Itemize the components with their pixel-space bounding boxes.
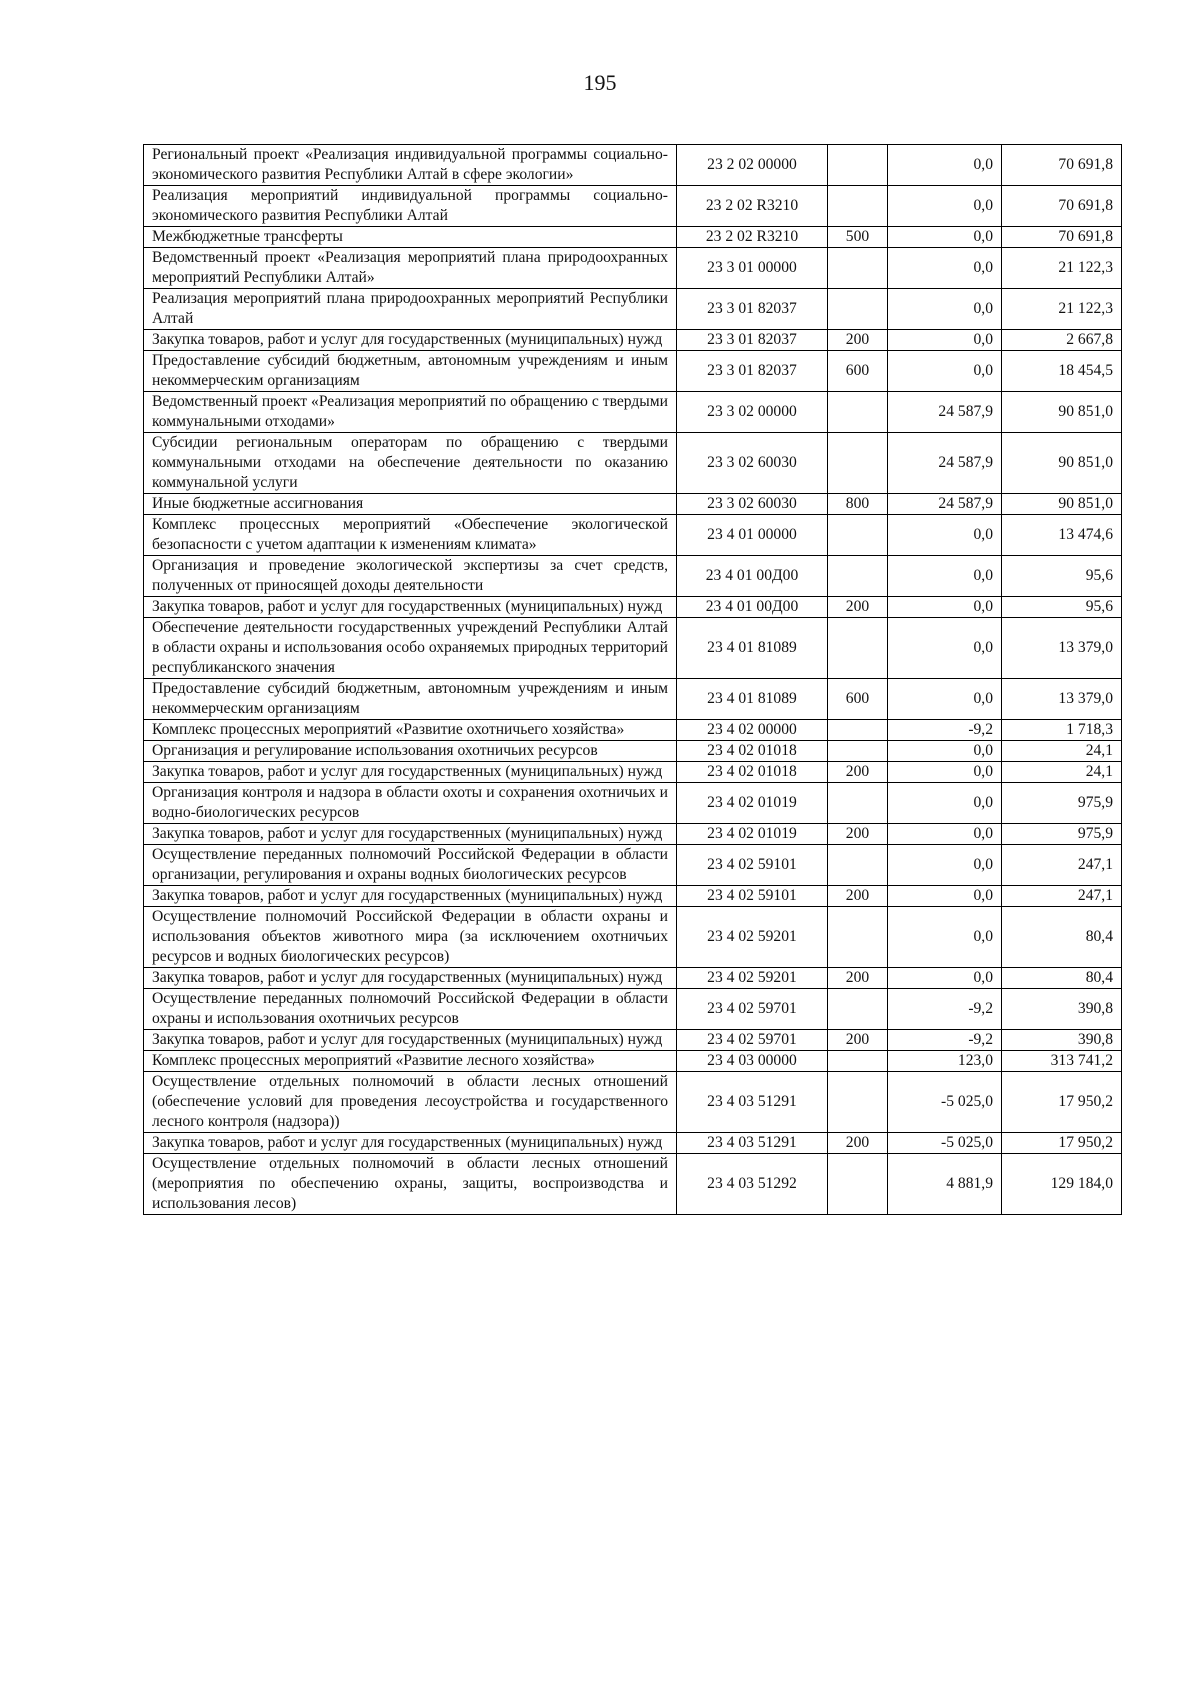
row-expense-type [828, 145, 888, 186]
row-amount-total: 21 122,3 [1002, 289, 1122, 330]
row-expense-type [828, 248, 888, 289]
row-amount-change: 123,0 [888, 1051, 1002, 1072]
row-name: Региональный проект «Реализация индивидуальной программы социально-экономического развития Республики Алтай в сфере экологии» [144, 145, 677, 186]
row-amount-total: 129 184,0 [1002, 1154, 1122, 1215]
row-amount-change: 0,0 [888, 618, 1002, 679]
row-name: Закупка товаров, работ и услуг для государственных (муниципальных) нужд [144, 597, 677, 618]
row-expense-type: 800 [828, 494, 888, 515]
row-name: Организация и регулирование использования охотничьих ресурсов [144, 741, 677, 762]
row-expense-type: 200 [828, 597, 888, 618]
table-row [144, 618, 1122, 679]
row-expense-type: 600 [828, 679, 888, 720]
table-row [144, 720, 1122, 741]
row-amount-change: 0,0 [888, 886, 1002, 907]
row-amount-change: 24 587,9 [888, 433, 1002, 494]
row-amount-total: 24,1 [1002, 741, 1122, 762]
row-amount-total: 95,6 [1002, 556, 1122, 597]
table-row [144, 907, 1122, 968]
row-code: 23 3 02 60030 [677, 494, 828, 515]
table-row [144, 556, 1122, 597]
row-code: 23 2 02 00000 [677, 145, 828, 186]
table-body [144, 145, 1122, 1215]
row-expense-type [828, 433, 888, 494]
table-row [144, 1133, 1122, 1154]
row-code: 23 4 01 81089 [677, 679, 828, 720]
row-amount-change: 0,0 [888, 330, 1002, 351]
row-amount-change: 0,0 [888, 289, 1002, 330]
table-row [144, 1051, 1122, 1072]
table-row [144, 968, 1122, 989]
row-name: Обеспечение деятельности государственных учреждений Республики Алтай в области охраны и использования особо охраняемых природных территорий республиканского значения [144, 618, 677, 679]
row-name: Организация и проведение экологической экспертизы за счет средств, полученных от приносящей доходы деятельности [144, 556, 677, 597]
row-amount-change: 0,0 [888, 248, 1002, 289]
row-expense-type [828, 1051, 888, 1072]
row-code: 23 4 02 59101 [677, 845, 828, 886]
row-amount-change: -9,2 [888, 1030, 1002, 1051]
row-amount-total: 13 379,0 [1002, 679, 1122, 720]
row-expense-type [828, 289, 888, 330]
row-amount-total: 247,1 [1002, 845, 1122, 886]
row-expense-type: 600 [828, 351, 888, 392]
row-amount-total: 90 851,0 [1002, 392, 1122, 433]
row-expense-type [828, 989, 888, 1030]
row-expense-type [828, 1072, 888, 1133]
row-amount-total: 975,9 [1002, 824, 1122, 845]
row-amount-total: 70 691,8 [1002, 186, 1122, 227]
table-row [144, 1072, 1122, 1133]
table-row [144, 597, 1122, 618]
row-amount-total: 24,1 [1002, 762, 1122, 783]
row-expense-type: 500 [828, 227, 888, 248]
row-amount-total: 90 851,0 [1002, 433, 1122, 494]
table-row [144, 392, 1122, 433]
row-name: Закупка товаров, работ и услуг для государственных (муниципальных) нужд [144, 886, 677, 907]
row-expense-type [828, 907, 888, 968]
row-name: Осуществление переданных полномочий Российской Федерации в области организации, регулирования и охраны водных биологических ресурсов [144, 845, 677, 886]
row-amount-total: 17 950,2 [1002, 1072, 1122, 1133]
row-amount-total: 1 718,3 [1002, 720, 1122, 741]
row-amount-change: 0,0 [888, 515, 1002, 556]
row-name: Закупка товаров, работ и услуг для государственных (муниципальных) нужд [144, 1030, 677, 1051]
row-amount-change: 0,0 [888, 783, 1002, 824]
row-amount-change: 0,0 [888, 597, 1002, 618]
row-code: 23 4 02 59701 [677, 1030, 828, 1051]
row-amount-change: 0,0 [888, 741, 1002, 762]
table-row [144, 741, 1122, 762]
row-code: 23 4 01 00Д00 [677, 597, 828, 618]
row-code: 23 4 02 01019 [677, 824, 828, 845]
row-amount-total: 390,8 [1002, 989, 1122, 1030]
row-code: 23 4 02 59201 [677, 907, 828, 968]
page-number: 195 [583, 70, 617, 95]
row-amount-change: 0,0 [888, 824, 1002, 845]
budget-table [143, 144, 1122, 1215]
table-row [144, 186, 1122, 227]
row-name: Ведомственный проект «Реализация мероприятий плана природоохранных мероприятий Республики Алтай» [144, 248, 677, 289]
row-code: 23 4 02 01018 [677, 762, 828, 783]
row-expense-type [828, 845, 888, 886]
row-name: Ведомственный проект «Реализация мероприятий по обращению с твердыми коммунальными отходами» [144, 392, 677, 433]
row-code: 23 4 01 00000 [677, 515, 828, 556]
row-code: 23 2 02 R3210 [677, 227, 828, 248]
row-name: Субсидии региональным операторам по обращению с твердыми коммунальными отходами на обеспечение деятельности по оказанию коммунальной услуги [144, 433, 677, 494]
row-amount-change: 0,0 [888, 845, 1002, 886]
row-expense-type: 200 [828, 1030, 888, 1051]
row-code: 23 4 01 00Д00 [677, 556, 828, 597]
row-name: Предоставление субсидий бюджетным, автономным учреждениям и иным некоммерческим организациям [144, 679, 677, 720]
row-amount-change: 0,0 [888, 907, 1002, 968]
table-row [144, 289, 1122, 330]
row-amount-change: 0,0 [888, 762, 1002, 783]
table-row [144, 248, 1122, 289]
row-name: Предоставление субсидий бюджетным, автономным учреждениям и иным некоммерческим организациям [144, 351, 677, 392]
row-name: Комплекс процессных мероприятий «Развитие лесного хозяйства» [144, 1051, 677, 1072]
table-row [144, 989, 1122, 1030]
row-code: 23 4 02 01018 [677, 741, 828, 762]
row-amount-change: 0,0 [888, 679, 1002, 720]
row-code: 23 4 03 00000 [677, 1051, 828, 1072]
table-row [144, 515, 1122, 556]
row-amount-total: 17 950,2 [1002, 1133, 1122, 1154]
row-amount-total: 390,8 [1002, 1030, 1122, 1051]
row-expense-type [828, 720, 888, 741]
table-row [144, 1030, 1122, 1051]
table-row [144, 679, 1122, 720]
row-expense-type [828, 515, 888, 556]
row-code: 23 4 02 01019 [677, 783, 828, 824]
row-expense-type [828, 1154, 888, 1215]
table-row [144, 351, 1122, 392]
row-name: Закупка товаров, работ и услуг для государственных (муниципальных) нужд [144, 1133, 677, 1154]
row-amount-total: 2 667,8 [1002, 330, 1122, 351]
row-code: 23 4 02 59101 [677, 886, 828, 907]
row-code: 23 3 01 82037 [677, 351, 828, 392]
row-amount-total: 13 474,6 [1002, 515, 1122, 556]
row-code: 23 3 01 00000 [677, 248, 828, 289]
row-name: Закупка товаров, работ и услуг для государственных (муниципальных) нужд [144, 330, 677, 351]
row-amount-total: 95,6 [1002, 597, 1122, 618]
row-name: Реализация мероприятий индивидуальной программы социально-экономического развития Республики Алтай [144, 186, 677, 227]
table-row [144, 824, 1122, 845]
table-row [144, 227, 1122, 248]
row-amount-total: 313 741,2 [1002, 1051, 1122, 1072]
row-expense-type: 200 [828, 968, 888, 989]
table-row [144, 494, 1122, 515]
row-code: 23 3 01 82037 [677, 330, 828, 351]
row-amount-total: 21 122,3 [1002, 248, 1122, 289]
row-expense-type [828, 186, 888, 227]
table-row [144, 845, 1122, 886]
row-name: Закупка товаров, работ и услуг для государственных (муниципальных) нужд [144, 762, 677, 783]
table-row [144, 886, 1122, 907]
row-name: Иные бюджетные ассигнования [144, 494, 677, 515]
row-code: 23 3 01 82037 [677, 289, 828, 330]
row-code: 23 2 02 R3210 [677, 186, 828, 227]
row-expense-type: 200 [828, 886, 888, 907]
row-code: 23 4 03 51291 [677, 1072, 828, 1133]
row-expense-type [828, 783, 888, 824]
row-name: Комплекс процессных мероприятий «Обеспечение экологической безопасности с учетом адаптации к изменениям климата» [144, 515, 677, 556]
row-amount-change: 24 587,9 [888, 494, 1002, 515]
table-row [144, 1154, 1122, 1215]
row-expense-type: 200 [828, 1133, 888, 1154]
row-name: Осуществление полномочий Российской Федерации в области охраны и использования объектов животного мира (за исключением охотничьих ресурсов и водных биологических ресурсов) [144, 907, 677, 968]
row-name: Межбюджетные трансферты [144, 227, 677, 248]
row-expense-type [828, 556, 888, 597]
row-name: Реализация мероприятий плана природоохранных мероприятий Республики Алтай [144, 289, 677, 330]
table-row [144, 145, 1122, 186]
row-amount-total: 80,4 [1002, 968, 1122, 989]
row-code: 23 4 01 81089 [677, 618, 828, 679]
table-row [144, 762, 1122, 783]
row-expense-type: 200 [828, 762, 888, 783]
row-amount-total: 18 454,5 [1002, 351, 1122, 392]
row-code: 23 4 02 59701 [677, 989, 828, 1030]
row-expense-type: 200 [828, 330, 888, 351]
row-code: 23 4 03 51292 [677, 1154, 828, 1215]
row-amount-total: 70 691,8 [1002, 227, 1122, 248]
row-name: Осуществление отдельных полномочий в области лесных отношений (мероприятия по обеспечению охраны, защиты, воспроизводства и использования лесов) [144, 1154, 677, 1215]
table-row [144, 330, 1122, 351]
row-name: Организация контроля и надзора в области охоты и сохранения охотничьих и водно-биологических ресурсов [144, 783, 677, 824]
row-amount-change: 0,0 [888, 227, 1002, 248]
row-amount-change: -9,2 [888, 989, 1002, 1030]
row-amount-total: 90 851,0 [1002, 494, 1122, 515]
row-code: 23 4 02 00000 [677, 720, 828, 741]
row-amount-change: -5 025,0 [888, 1133, 1002, 1154]
row-amount-total: 70 691,8 [1002, 145, 1122, 186]
row-name: Закупка товаров, работ и услуг для государственных (муниципальных) нужд [144, 968, 677, 989]
row-code: 23 4 02 59201 [677, 968, 828, 989]
row-name: Осуществление отдельных полномочий в области лесных отношений (обеспечение условий для проведения лесоустройства и государственного лесного контроля (надзора)) [144, 1072, 677, 1133]
row-name: Комплекс процессных мероприятий «Развитие охотничьего хозяйства» [144, 720, 677, 741]
row-code: 23 3 02 00000 [677, 392, 828, 433]
row-amount-change: -5 025,0 [888, 1072, 1002, 1133]
row-expense-type [828, 618, 888, 679]
row-name: Осуществление переданных полномочий Российской Федерации в области охраны и использования охотничьих ресурсов [144, 989, 677, 1030]
row-amount-change: 0,0 [888, 968, 1002, 989]
row-amount-change: -9,2 [888, 720, 1002, 741]
table-row [144, 433, 1122, 494]
row-amount-change: 24 587,9 [888, 392, 1002, 433]
table-row [144, 783, 1122, 824]
row-amount-change: 0,0 [888, 556, 1002, 597]
row-amount-total: 80,4 [1002, 907, 1122, 968]
row-amount-total: 13 379,0 [1002, 618, 1122, 679]
row-expense-type: 200 [828, 824, 888, 845]
row-amount-total: 975,9 [1002, 783, 1122, 824]
row-expense-type [828, 392, 888, 433]
row-expense-type [828, 741, 888, 762]
row-name: Закупка товаров, работ и услуг для государственных (муниципальных) нужд [144, 824, 677, 845]
row-amount-change: 0,0 [888, 186, 1002, 227]
row-amount-total: 247,1 [1002, 886, 1122, 907]
row-code: 23 4 03 51291 [677, 1133, 828, 1154]
row-amount-change: 0,0 [888, 351, 1002, 392]
row-code: 23 3 02 60030 [677, 433, 828, 494]
row-amount-change: 4 881,9 [888, 1154, 1002, 1215]
row-amount-change: 0,0 [888, 145, 1002, 186]
